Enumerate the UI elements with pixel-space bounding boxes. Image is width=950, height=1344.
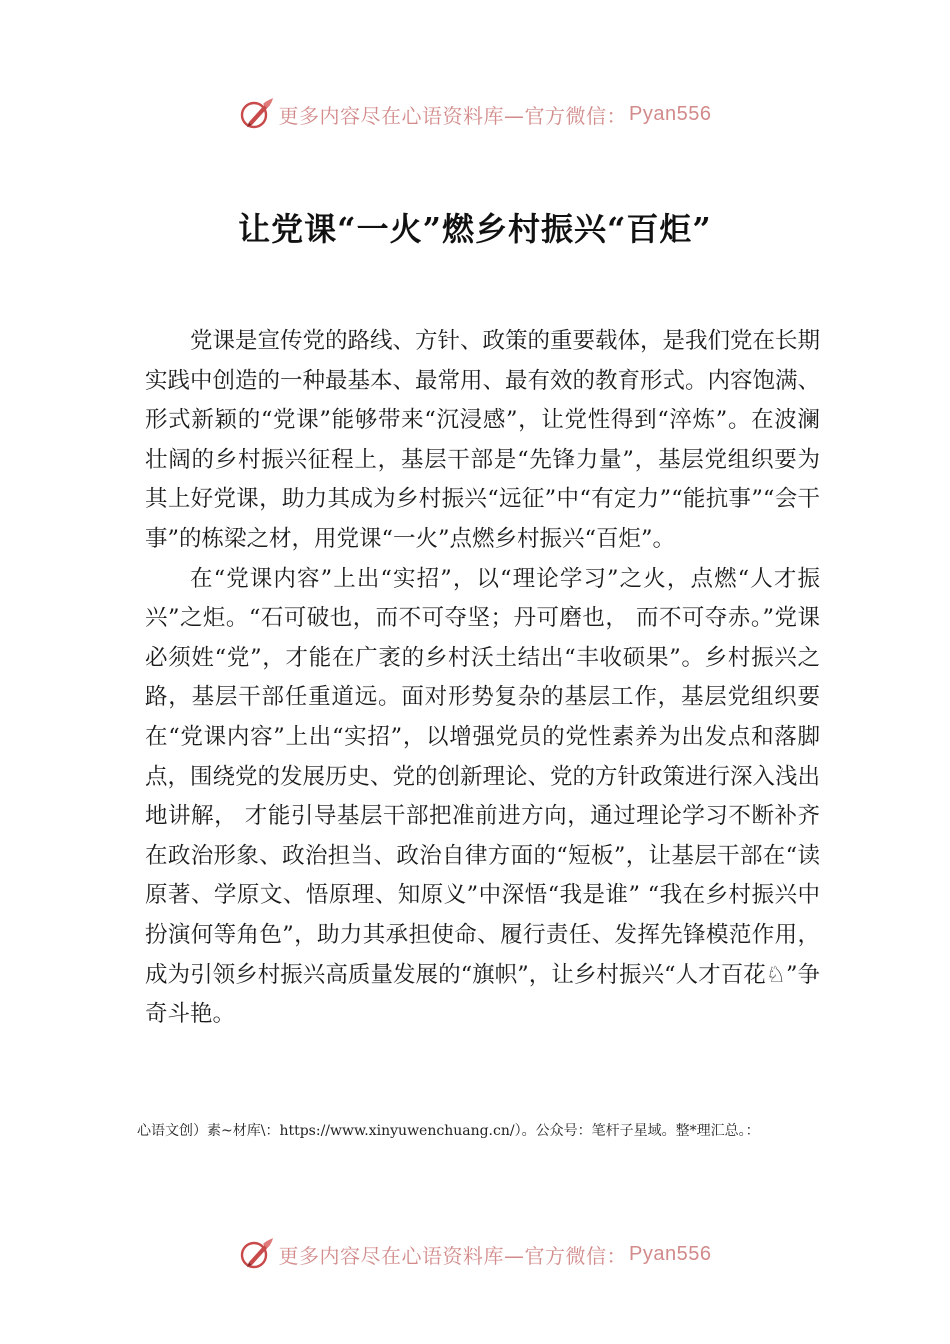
banner-wechat-id: Pyan556 — [629, 1242, 712, 1265]
quill-pen-logo-icon — [239, 96, 275, 132]
body-paragraph-1: 党课是宣传党的路线、方针、政策的重要载体，是我们党在长期实践中创造的一种最基本、最常用、最有效的教育形式。内容饱满、形式新颖的“党课”能够带来“沉浸感”，让党性得到“淬炼”。在波澜壮阔的乡村振兴征程上，基层干部是“先锋力量”，基层党组织要为其上好党课，助力其成为乡村振兴“远征”中“有定力”“能抗事”“会干事”的栋梁之材，用党课“一火”点燃乡村振兴“百炬”。 — [145, 328, 821, 552]
quill-pen-logo-icon — [239, 1236, 275, 1272]
source-footnote: 心语文创）素~材库\：https://www.xinyuwenchuang.cn/）。公众号：笔杆子星域。整*理汇总。： — [137, 1123, 760, 1139]
footer-watermark-banner — [0, 1234, 950, 1274]
banner-text: 更多内容尽在心语资料库—官方微信： — [278, 1243, 628, 1268]
article-title: 让党课“一火”燃乡村振兴“百炬” — [238, 210, 712, 248]
banner-text: 更多内容尽在心语资料库—官方微信： — [278, 103, 628, 128]
article-body — [145, 322, 820, 1035]
banner-wechat-id: Pyan556 — [629, 102, 712, 125]
header-watermark-banner — [0, 94, 950, 134]
body-paragraph-2: 在“党课内容”上出“实招”，以“理论学习”之火，点燃“人才振兴”之炬。“石可破也，而不可夺坚；丹可磨也， 而不可夺赤。”党课必须姓“党”，才能在广袤的乡村沃土结出“丰收硕果”。乡村振兴之路，基层干部任重道远。面对形势复杂的基层工作，基层党组织要在“党课内容”上出“实招”，以增强党员的党性素养为出发点和落脚点，围绕党的发展历史、党的创新理论、党的方针政策进行深入浅出地讲解， 才能引导基层干部把准前进方向，通过理论学习不断补齐在政治形象、政治担当、政治自律方面的“短板”，让基层干部在“读原著、学原文、悟原理、知原义”中深悟“我是谁” “我在乡村振兴中扮演何等角色”，助力其承担使命、履行责任、发挥先锋模范作用，成为引领乡村振兴高质量发展的“旗帜”，让乡村振兴“人才百花♘”争奇斗艳。 — [145, 565, 821, 1028]
